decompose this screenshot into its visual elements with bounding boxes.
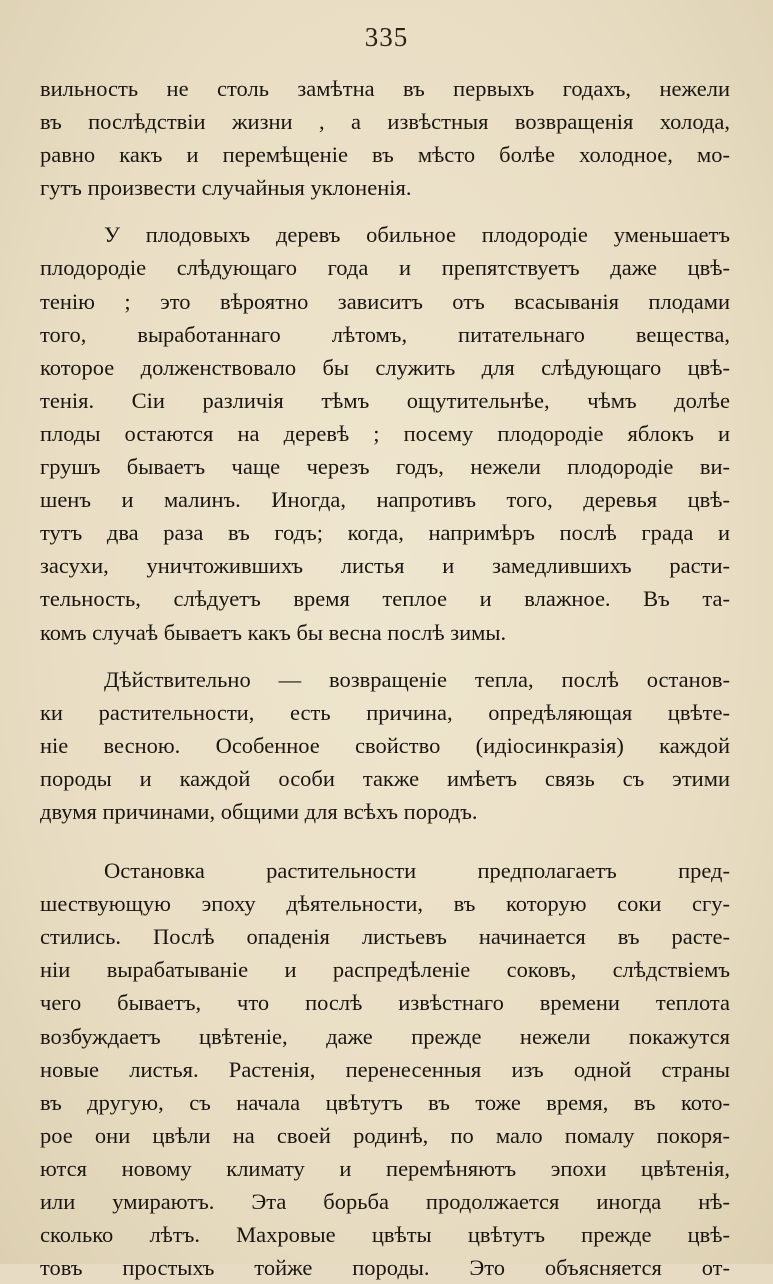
- text-line: тенію ; это вѣроятно зависитъ отъ всасыванія плодами: [40, 288, 730, 314]
- body-text: [40, 72, 730, 1284]
- text-line: гутъ произвести случайныя уклоненія.: [40, 175, 412, 201]
- text-line: У плодовыхъ деревъ обильное плодородіе уменьшаетъ: [104, 222, 730, 248]
- text-line: товъ простыхъ тойже породы. Это объясняется от-: [40, 1255, 730, 1281]
- text-line: грушъ бываетъ чаще черезъ годъ, нежели плодородіе ви-: [40, 454, 730, 480]
- page-number: 335: [364, 22, 409, 52]
- text-line: тенія. Сіи различія тѣмъ ощутительнѣе, чѣмъ долѣе: [40, 387, 730, 413]
- paragraph-gap: [40, 828, 730, 854]
- text-line: которое долженствовало бы служить для слѣдующаго цвѣ-: [40, 354, 730, 380]
- text-line: новые листья. Растенія, перенесенныя изъ одной страны: [40, 1056, 730, 1082]
- text-line: стились. Послѣ опаденія листьевъ начинается въ расте-: [40, 924, 730, 950]
- paragraph-1: [40, 72, 730, 204]
- text-line: шествующую эпоху дѣятельности, въ которую соки сгу-: [40, 891, 730, 917]
- text-line: Дѣйствительно — возвращеніе тепла, послѣ останов-: [104, 666, 730, 692]
- text-line: тутъ два раза въ годъ; когда, напримѣръ послѣ града и: [40, 520, 730, 546]
- text-line: въ послѣдствіи жизни , а извѣстныя возвращенія холода,: [40, 109, 730, 135]
- text-line: двумя причинами, общими для всѣхъ породъ.: [40, 798, 478, 824]
- text-line: возбуждаетъ цвѣтеніе, даже прежде нежели покажутся: [40, 1023, 730, 1049]
- text-line: комъ случаѣ бываетъ какъ бы весна послѣ зимы.: [40, 619, 507, 645]
- text-line: ются новому климату и перемѣняютъ эпохи цвѣтенія,: [40, 1155, 730, 1181]
- text-line: тельность, слѣдуетъ время теплое и влажное. Въ та-: [40, 586, 730, 612]
- text-line: въ другую, съ начала цвѣтутъ въ тоже время, въ кото-: [40, 1089, 730, 1115]
- text-line: равно какъ и перемѣщеніе въ мѣсто болѣе холодное, мо-: [40, 142, 730, 168]
- text-line: засухи, уничтожившихъ листья и замедлившихъ расти-: [40, 553, 730, 579]
- text-line: или умираютъ. Эта борьба продолжается иногда нѣ-: [40, 1189, 730, 1214]
- text-line: породы и каждой особи также имѣетъ связь съ этими: [40, 765, 730, 791]
- text-line: ки растительности, есть причина, опредѣляющая цвѣте-: [40, 699, 730, 725]
- text-line: ніе весною. Особенное свойство (идіосинкразія) каждой: [40, 732, 730, 758]
- text-line: вильность не столь замѣтна въ первыхъ годахъ, нежели: [40, 76, 730, 101]
- text-line: того, выработаннаго лѣтомъ, питательнаго вещества,: [40, 321, 730, 347]
- paragraph-4: [40, 854, 730, 1284]
- text-line: Остановка растительности предполагаетъ пред-: [104, 858, 730, 884]
- text-line: плодородіе слѣдующаго года и препятствуетъ даже цвѣ-: [40, 255, 730, 281]
- paragraph-gap: [40, 649, 730, 663]
- text-line: чего бываетъ, что послѣ извѣстнаго времени теплота: [40, 990, 730, 1016]
- text-line: рое они цвѣли на своей родинѣ, по мало помалу покоря-: [40, 1122, 730, 1148]
- text-line: шенъ и малинъ. Иногда, напротивъ того, деревья цвѣ-: [40, 487, 730, 513]
- paragraph-3: [40, 663, 730, 828]
- text-line: ніи вырабатываніе и распредѣленіе соковъ, слѣдствіемъ: [40, 957, 730, 983]
- text-line: плоды остаются на деревѣ ; посему плодородіе яблокъ и: [40, 420, 730, 446]
- paragraph-2: [40, 218, 730, 648]
- paragraph-gap: [40, 204, 730, 218]
- text-line: сколько лѣтъ. Махровые цвѣты цвѣтутъ прежде цвѣ-: [40, 1222, 730, 1248]
